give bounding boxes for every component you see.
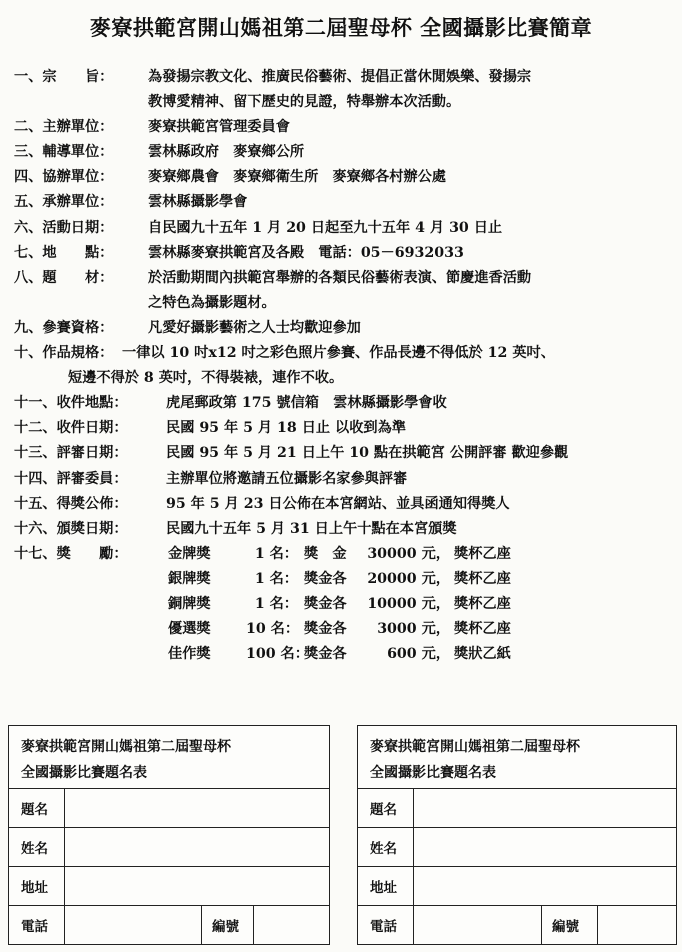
rule-item: [14, 217, 678, 242]
prize-amount-label: 獎金各: [304, 595, 347, 612]
entry-form-row-phone[interactable]: [358, 905, 676, 944]
rule-item: [14, 166, 678, 191]
rule-item: [14, 417, 678, 442]
rule-item: [14, 116, 678, 141]
rule-item: [14, 317, 678, 342]
rule-item: [14, 518, 678, 543]
entry-form-row-name[interactable]: [358, 827, 676, 867]
prize-name: 銅牌獎: [168, 595, 211, 612]
field-label-number: 編號: [201, 905, 253, 944]
field-label-phone: 電話: [358, 905, 414, 944]
rule-label: 十三、評審日期：: [14, 445, 128, 462]
prize-name: 優選獎: [168, 621, 211, 638]
entry-form-title-line1: 麥寮拱範宮開山媽祖第二屆聖母杯: [370, 739, 580, 755]
rule-item: [14, 493, 678, 518]
rule-item: [14, 191, 678, 216]
rule-text: 為發揚宗教文化、推廣民俗藝術、提倡正當休閒娛樂、發揚宗: [148, 69, 532, 85]
rule-label: 十六、頒獎日期：: [14, 520, 128, 537]
page-title: 麥寮拱範宮開山媽祖第二屆聖母杯 全國攝影比賽簡章: [89, 15, 593, 40]
entry-form-header: [358, 726, 676, 789]
prize-award: 獎杯乙座: [454, 545, 511, 562]
rule-item: [14, 66, 678, 91]
rule-text: 教博愛精神、留下歷史的見證，特舉辦本次活動。: [148, 94, 461, 111]
prize-count: 100 名：: [246, 646, 309, 663]
field-label-address: 地址: [358, 866, 414, 905]
field-label-number: 編號: [541, 905, 597, 944]
rule-label: 七、地 點：: [14, 244, 114, 261]
rule-text: 一律以 10 吋x12 吋之彩色照片參賽、作品長邊不得低於 12 英吋、: [122, 345, 555, 362]
field-label-name: 姓名: [358, 827, 414, 866]
prize-amount: 600 元，: [387, 646, 450, 663]
rule-label: 一、宗 旨：: [14, 69, 114, 85]
prize-name: 佳作獎: [168, 646, 211, 663]
entry-form-row-address[interactable]: [9, 866, 329, 906]
rule-label: 六、活動日期：: [14, 219, 114, 236]
prize-amount-label: 獎金各: [304, 646, 347, 663]
prize-row: [14, 643, 678, 668]
rules-list: [14, 66, 678, 668]
rule-item: [14, 292, 678, 317]
field-label-address: 地址: [9, 866, 65, 905]
rule-label: 十、作品規格：: [14, 345, 114, 362]
prize-award: 獎狀乙紙: [454, 646, 511, 663]
prize-amount-label: 獎 金: [304, 545, 347, 562]
prize-name: 金牌獎: [168, 545, 211, 562]
entry-form-right: [357, 725, 677, 945]
prize-row: [14, 543, 678, 568]
prize-award: 獎杯乙座: [454, 595, 511, 612]
rule-item: [14, 468, 678, 493]
rule-item: [14, 367, 678, 392]
rule-label: 二、主辦單位：: [14, 119, 114, 136]
rule-label: 三、輔導單位：: [14, 144, 114, 161]
entry-form-row-name[interactable]: [9, 827, 329, 867]
rule-item: [14, 91, 678, 116]
entry-form-title-line2: 全國攝影比賽題名表: [21, 765, 147, 781]
prize-count: 1 名：: [254, 570, 298, 587]
rule-label: 十四、評審委員：: [14, 470, 128, 487]
rule-text: 虎尾郵政第 175 號信箱 雲林縣攝影學會收: [166, 395, 447, 412]
rule-text: 雲林縣政府 麥寮鄉公所: [148, 144, 305, 161]
field-label-phone: 電話: [9, 905, 65, 944]
entry-form-row-address[interactable]: [358, 866, 676, 906]
rule-label: 九、參賽資格：: [14, 319, 114, 336]
rule-text: 於活動期間內拱範宮舉辦的各類民俗藝術表演、節慶進香活動: [148, 269, 532, 286]
rule-text: 95 年 5 月 23 日公佈在本宮網站、並具函通知得獎人: [166, 495, 510, 512]
rule-text: 之特色為攝影題材。: [148, 294, 276, 311]
rule-text: 主辦單位將邀請五位攝影名家參與評審: [166, 470, 408, 487]
field-label-name: 姓名: [9, 827, 65, 866]
rule-text: 民國九十五年 5 月 31 日上午十點在本宮頒獎: [166, 520, 457, 537]
prize-row: [14, 618, 678, 643]
prize-amount-label: 獎金各: [304, 570, 347, 587]
rule-text: 短邊不得於 8 英吋，不得裝裱，連作不收。: [68, 370, 344, 387]
field-number-value[interactable]: [597, 905, 600, 944]
rule-item: [14, 342, 678, 367]
entry-form-left: [8, 725, 330, 945]
rule-label: 五、承辦單位：: [14, 194, 114, 211]
rule-label: 十一、收件地點：: [14, 395, 128, 412]
prize-row: [14, 568, 678, 593]
prize-count: 1 名：: [254, 595, 298, 612]
prize-row: [14, 593, 678, 618]
prize-award: 獎杯乙座: [454, 570, 511, 587]
rule-item: [14, 267, 678, 292]
entry-form-row-title[interactable]: [358, 788, 676, 828]
rule-label: 十二、收件日期：: [14, 420, 128, 437]
rule-text: 自民國九十五年 1 月 20 日起至九十五年 4 月 30 日止: [148, 219, 503, 236]
rule-text: 民國 95 年 5 月 21 日上午 10 點在拱範宮 公開評審 歡迎參觀: [166, 445, 569, 462]
rule-text: 麥寮拱範宮管理委員會: [148, 119, 290, 136]
rule-label: 八、題 材：: [14, 269, 114, 286]
entry-form-title-line2: 全國攝影比賽題名表: [370, 765, 496, 781]
prize-amount: 3000 元，: [377, 621, 450, 638]
prize-award: 獎杯乙座: [454, 621, 511, 638]
prize-amount: 30000 元，: [367, 545, 450, 562]
entry-form-title-line1: 麥寮拱範宮開山媽祖第二屆聖母杯: [21, 739, 231, 755]
prize-amount: 20000 元，: [367, 570, 450, 587]
rule-text: 民國 95 年 5 月 18 日止 以收到為準: [166, 420, 406, 437]
field-number-value[interactable]: [253, 905, 256, 944]
rule-label: 四、協辦單位：: [14, 169, 114, 186]
rule-label: 十七、獎 勵：: [14, 545, 128, 562]
field-label-title: 題名: [9, 788, 65, 827]
rule-item: [14, 141, 678, 166]
prize-name: 銀牌獎: [168, 570, 211, 587]
entry-form-row-title[interactable]: [9, 788, 329, 828]
rule-text: 雲林縣麥寮拱範宮及各殿 電話：05－6932033: [148, 244, 464, 261]
rule-item: [14, 392, 678, 417]
rule-text: 麥寮鄉農會 麥寮鄉衛生所 麥寮鄉各村辦公處: [148, 169, 446, 186]
rule-label: 十五、得獎公佈：: [14, 495, 128, 512]
prize-count: 1 名：: [254, 545, 298, 562]
rule-text: 凡愛好攝影藝術之人士均歡迎參加: [148, 319, 361, 336]
entry-form-row-phone[interactable]: [9, 905, 329, 944]
prize-amount-label: 獎金各: [304, 621, 347, 638]
prize-amount: 10000 元，: [367, 595, 450, 612]
rule-text: 雲林縣攝影學會: [148, 194, 248, 211]
field-label-title: 題名: [358, 788, 414, 827]
prize-count: 10 名：: [246, 621, 300, 638]
entry-form-header: [9, 726, 329, 789]
rule-item: [14, 242, 678, 267]
rule-item: [14, 442, 678, 467]
